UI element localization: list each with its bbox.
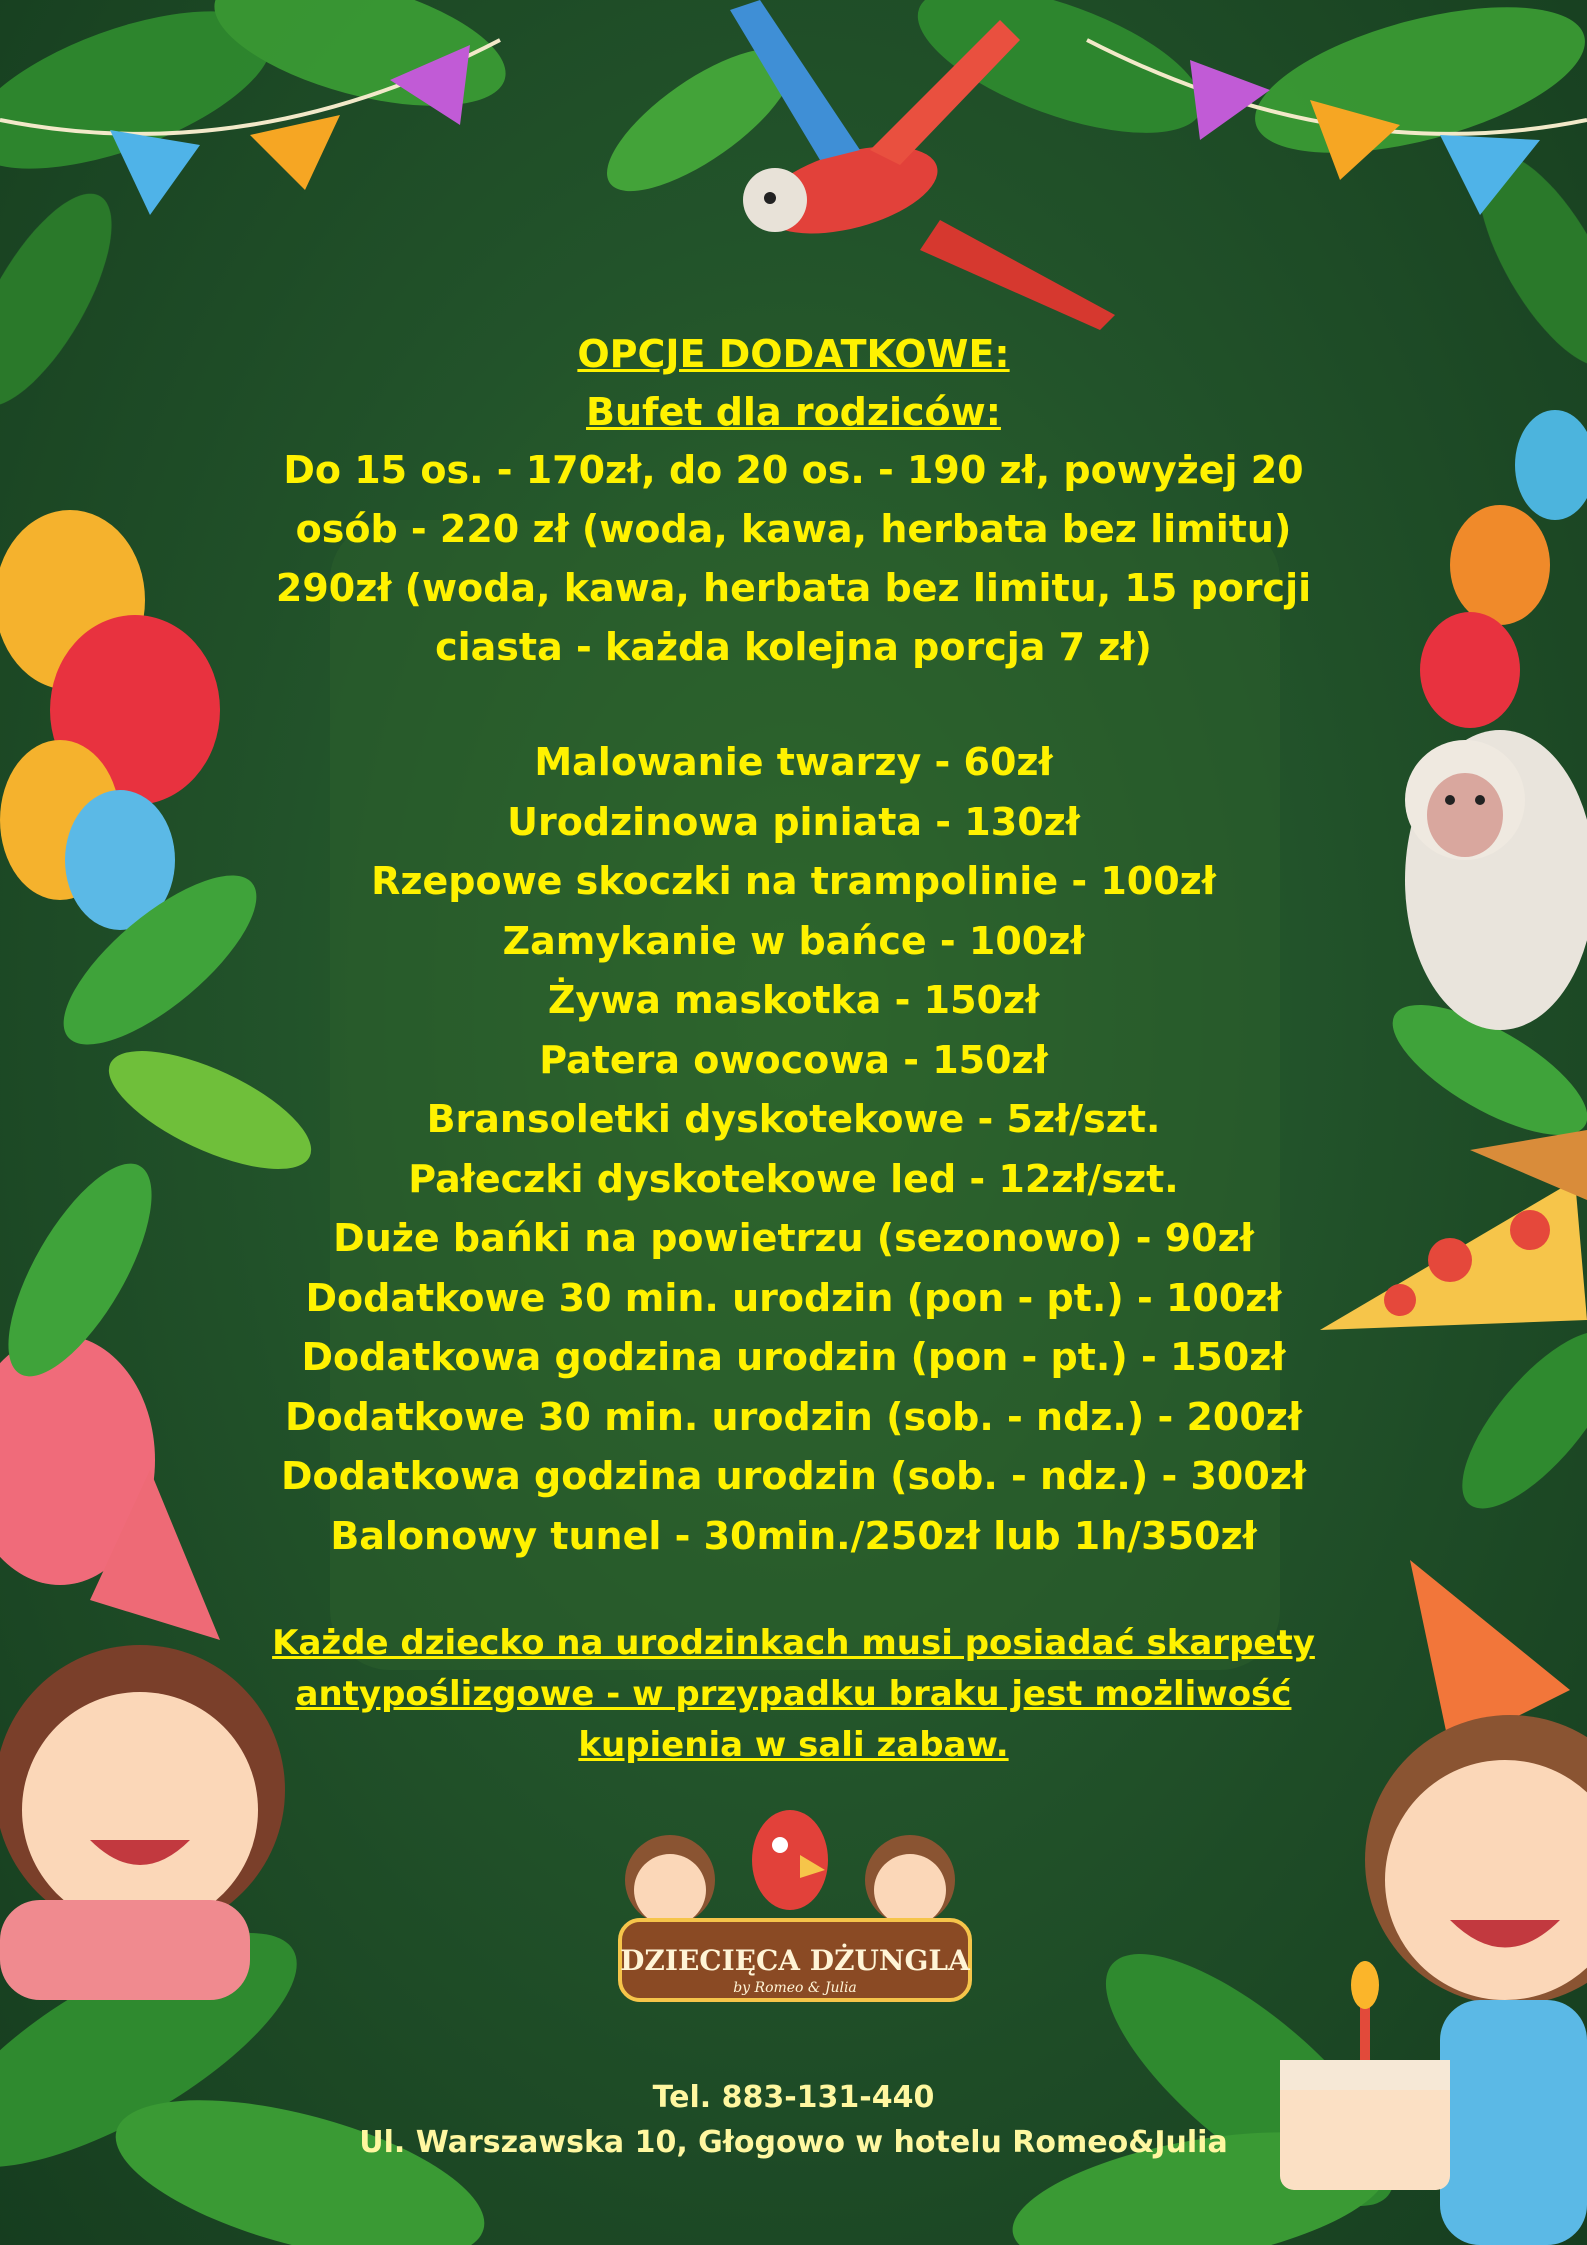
balloons-right — [1420, 410, 1587, 728]
buffet-line: Do 15 os. - 170zł, do 20 os. - 190 zł, powyżej 20 — [283, 448, 1304, 492]
buffet-heading: Bufet dla rodziców: — [586, 390, 1001, 434]
monkey-illustration — [1405, 730, 1587, 1030]
buffet-line: osób - 220 zł (woda, kawa, herbata bez limitu) — [295, 507, 1292, 551]
balloons-left — [0, 510, 220, 1585]
buffet-line: 290zł (woda, kawa, herbata bez limitu, 15 porcji — [275, 566, 1312, 610]
notice-line: kupienia w sali zabaw. — [578, 1725, 1009, 1765]
brand-logo — [600, 1800, 990, 2050]
extras-list — [250, 733, 1337, 1566]
notice-line: antypoślizgowe - w przypadku braku jest możliwość — [295, 1674, 1292, 1714]
buffet-line: ciasta - każda kolejna porcja 7 zł) — [435, 625, 1152, 669]
list-item: Balonowy tunel - 30min./250zł lub 1h/350zł — [330, 1513, 1257, 1558]
list-item: Bransoletki dyskotekowe - 5zł/szt. — [426, 1097, 1161, 1141]
address: Ul. Warszawska 10, Głogowo w hotelu Romeo&Julia — [359, 2125, 1228, 2160]
list-item: Dodatkowa godzina urodzin (sob. - ndz.) - 300zł — [281, 1454, 1306, 1498]
list-item: Urodzinowa piniata - 130zł — [507, 799, 1080, 844]
buffet-description — [250, 441, 1337, 677]
logo-name: DZIECIĘCA DŻUNGLA — [620, 1944, 970, 1977]
logo-tagline: by Romeo & Julia — [733, 1980, 857, 1996]
list-item: Dodatkowa godzina urodzin (pon - pt.) - 150zł — [301, 1335, 1286, 1379]
notice-line: Każde dziecko na urodzinkach musi posiadać skarpety — [272, 1623, 1315, 1663]
contact-info — [250, 2075, 1337, 2165]
list-item: Zamykanie w bańce - 100zł — [502, 918, 1085, 963]
list-item: Pałeczki dyskotekowe led - 12zł/szt. — [408, 1156, 1179, 1201]
list-item: Rzepowe skoczki na trampolinie - 100zł — [371, 859, 1216, 903]
list-item: Żywa maskotka - 150zł — [547, 978, 1040, 1022]
list-item: Duże bańki na powietrzu (sezonowo) - 90zł — [333, 1216, 1254, 1260]
pizza-illustration — [1320, 1130, 1587, 1330]
main-content — [250, 325, 1337, 1771]
page-title: OPCJE DODATKOWE: — [577, 332, 1010, 376]
phone-number: Tel. 883-131-440 — [652, 2080, 935, 2115]
list-item: Dodatkowe 30 min. urodzin (sob. - ndz.) - 200zł — [284, 1394, 1302, 1439]
list-item: Patera owocowa - 150zł — [539, 1037, 1048, 1082]
list-item: Dodatkowe 30 min. urodzin (pon - pt.) - 100zł — [305, 1275, 1282, 1320]
socks-notice — [250, 1618, 1337, 1771]
list-item: Malowanie twarzy - 60zł — [534, 740, 1053, 784]
